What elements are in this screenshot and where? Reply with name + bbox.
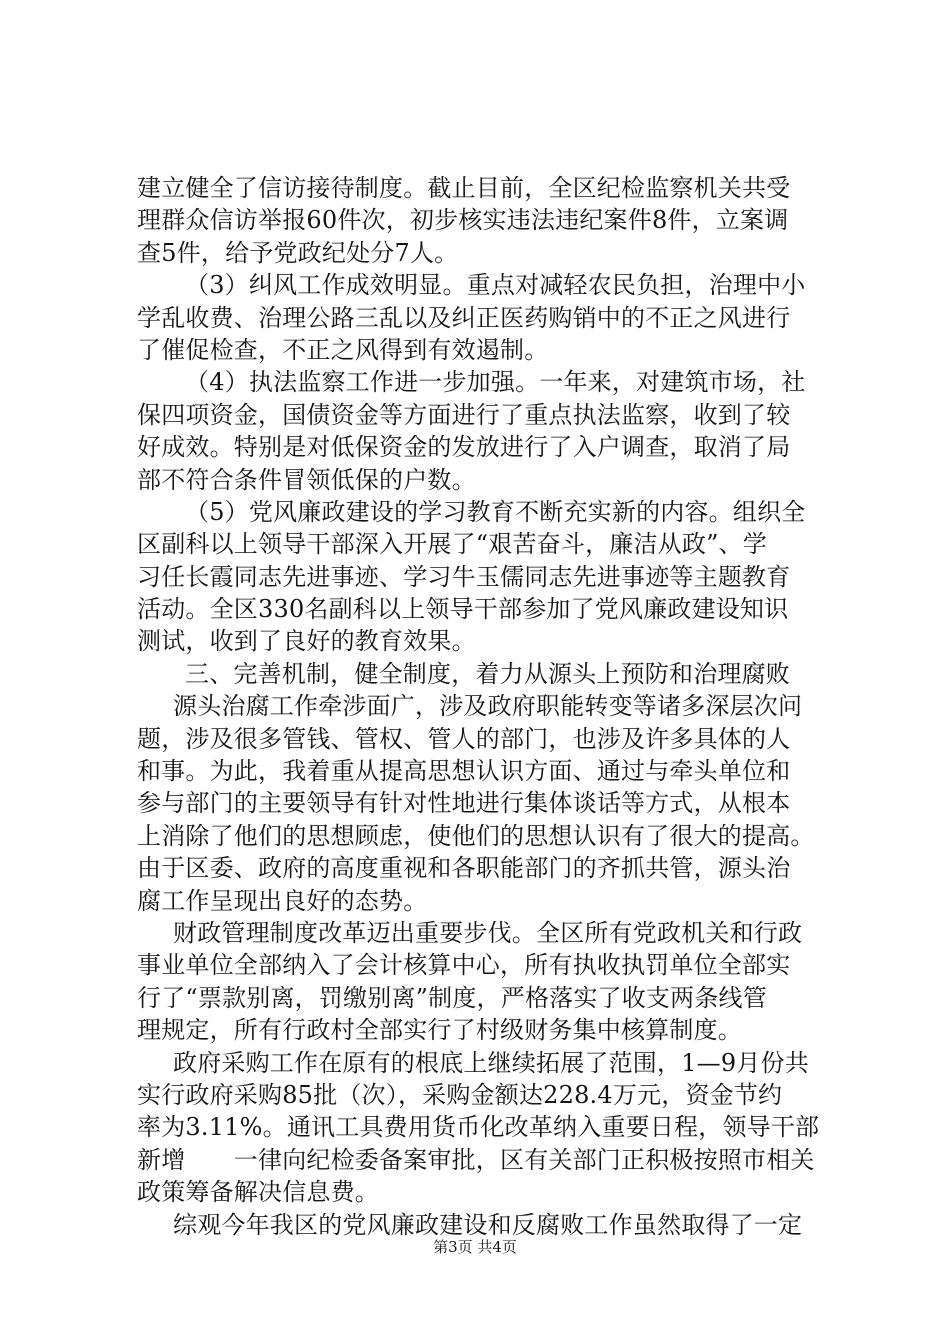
paragraph-start: 源头治腐工作牵涉面广，涉及政府职能转变等诸多深层次问	[173, 692, 803, 721]
text-line: 行了“票款别离，罚缴别离”制度，严格落实了收支两条线管	[137, 983, 767, 1012]
section-heading: 三、完善机制，健全制度，着力从源头上预防和治理腐败	[185, 659, 790, 688]
text-line: 学乱收费、治理公路三乱以及纠正医药购销中的不正之风进行	[137, 303, 791, 332]
text-line: 了催促检查，不正之风得到有效遏制。	[137, 335, 549, 364]
text-line: 查5件，给予党政纪处分7人。	[137, 238, 459, 267]
text-line: 题，涉及很多管钱、管权、管人的部门，也涉及许多具体的人	[137, 724, 791, 753]
document-body	[137, 172, 837, 1241]
text-line: 率为3.11%。通讯工具费用货币化改革纳入重要日程，领导干部	[137, 1113, 820, 1142]
paragraph-5-start: （5）党风廉政建设的学习教育不断充实新的内容。组织全	[185, 497, 806, 526]
text-line: 事业单位全部纳入了会计核算中心，所有执收执罚单位全部实	[137, 951, 791, 980]
text-line: 理群众信访举报60件次，初步核实违法违纪案件8件，立案调	[137, 206, 789, 235]
text-line: 区副科以上领导干部深入开展了“艰苦奋斗，廉洁从政”、学	[137, 530, 767, 559]
paragraph-4-start: （4）执法监察工作进一步加强。一年来，对建筑市场，社	[185, 368, 806, 397]
page-footer	[0, 1237, 950, 1257]
text-line: 保四项资金，国债资金等方面进行了重点执法监察，收到了较	[137, 400, 791, 429]
text-line: 政策筹备解决信息费。	[137, 1178, 379, 1207]
text-line: 部不符合条件冒领低保的户数。	[137, 465, 476, 494]
text-line: 腐工作呈现出良好的态势。	[137, 886, 428, 915]
text-line: 活动。全区330名副科以上领导干部参加了党风廉政建设知识	[137, 595, 789, 624]
paragraph-start: 综观今年我区的党风廉政建设和反腐败工作虽然取得了一定	[173, 1210, 803, 1239]
paragraph-start: 政府采购工作在原有的根底上继续拓展了范围，1—9月份共	[173, 1048, 809, 1077]
text-line: 实行政府采购85批（次），采购金额达228.4万元，资金节约	[137, 1080, 783, 1109]
text-line: 新增 一律向纪检委备案审批，区有关部门正积极按照市相关	[137, 1145, 815, 1174]
text-line: 和事。为此，我着重从提高思想认识方面、通过与牵头单位和	[137, 757, 791, 786]
paragraph-3-start: （3）纠风工作成效明显。重点对减轻农民负担，治理中小	[185, 271, 806, 300]
text-line: 由于区委、政府的高度重视和各职能部门的齐抓共管，源头治	[137, 854, 791, 883]
text-line: 上消除了他们的思想顾虑，使他们的思想认识有了很大的提高。	[137, 821, 815, 850]
text-line: 建立健全了信访接待制度。截止目前，全区纪检监察机关共受	[137, 174, 791, 202]
text-line: 测试，收到了良好的教育效果。	[137, 627, 476, 656]
text-line: 理规定，所有行政村全部实行了村级财务集中核算制度。	[137, 1016, 742, 1045]
paragraph-start: 财政管理制度改革迈出重要步伐。全区所有党政机关和行政	[173, 918, 803, 947]
text-line: 习任长霞同志先进事迹、学习牛玉儒同志先进事迹等主题教育	[137, 562, 791, 591]
text-line: 好成效。特别是对低保资金的发放进行了入户调查，取消了局	[137, 433, 791, 462]
text-line: 参与部门的主要领导有针对性地进行集体谈话等方式，从根本	[137, 789, 791, 818]
page-number: 第3页 共4页	[433, 1238, 517, 1256]
